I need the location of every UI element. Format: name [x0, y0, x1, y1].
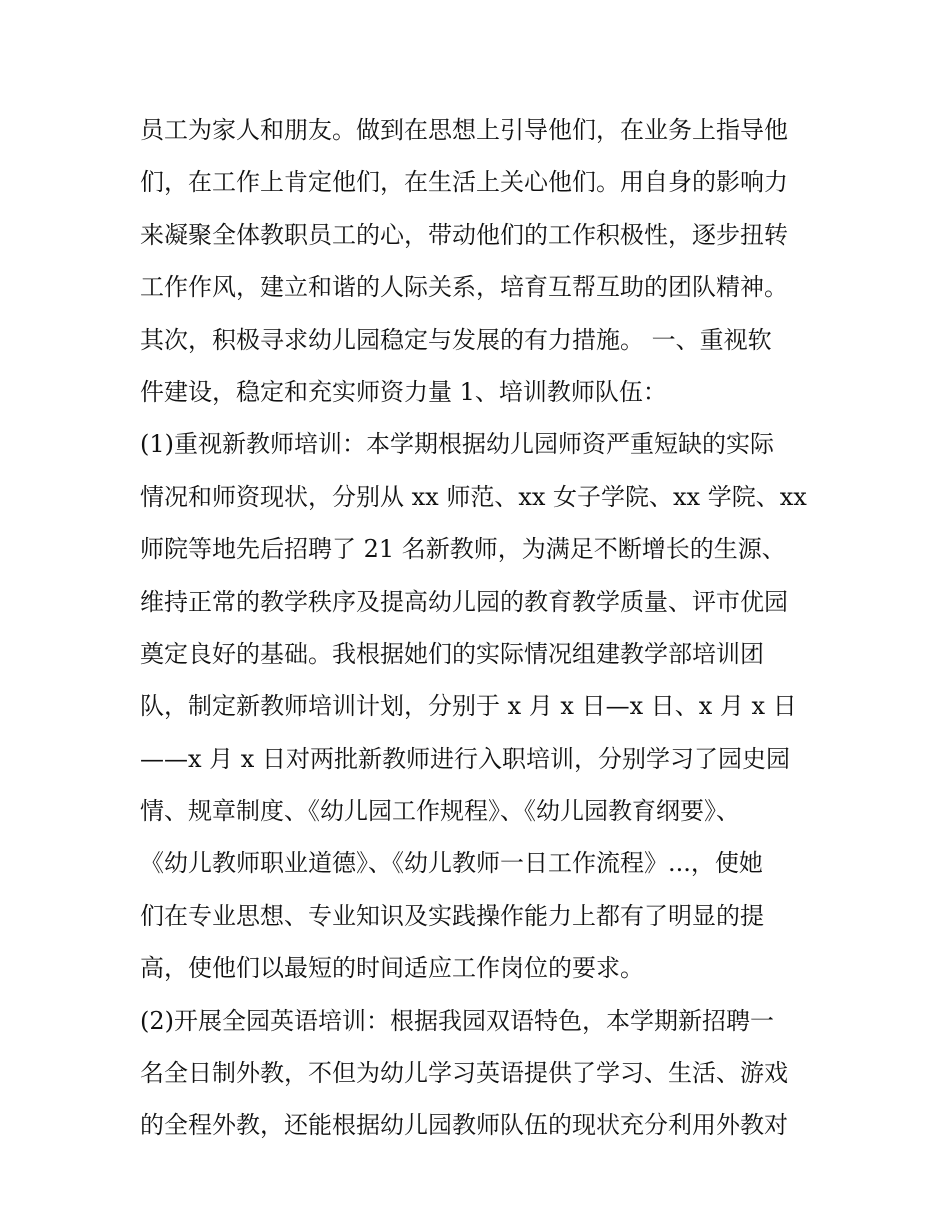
text-line: 工作作风，建立和谐的人际关系，培育互帮互助的团队精神。 — [140, 273, 788, 302]
text-line: (1)重视新教师培训：本学期根据幼儿园师资严重短缺的实际 — [140, 430, 774, 459]
text-line: 情况和师资现状，分别从 xx 师范、xx 女子学院、xx 学院、xx — [140, 482, 807, 511]
text-line: 维持正常的教学秩序及提高幼儿园的教育教学质量、评市优园 — [140, 587, 788, 616]
text-line: 员工为家人和朋友。做到在思想上引导他们，在业务上指导他 — [140, 116, 788, 144]
text-line: 的全程外教，还能根据幼儿园教师队伍的现状充分利用外教对 — [140, 1111, 788, 1140]
text-line: 们在专业思想、专业知识及实践操作能力上都有了明显的提 — [140, 901, 764, 930]
text-line: 情、规章制度、《幼儿园工作规程》、《幼儿园教育纲要》、 — [140, 797, 740, 826]
text-line: 们，在工作上肯定他们，在生活上关心他们。用自身的影响力 — [140, 168, 788, 197]
text-line: 《幼儿教师职业道德》、《幼儿教师一日工作流程》...，使她 — [140, 849, 763, 878]
document-body-text — [140, 104, 820, 1152]
text-line: 高，使他们以最短的时间适应工作岗位的要求。 — [140, 954, 644, 983]
text-line: 来凝聚全体教职员工的心，带动他们的工作积极性，逐步扭转 — [140, 220, 788, 249]
text-line: 名全日制外教，不但为幼儿学习英语提供了学习、生活、游戏 — [140, 1059, 788, 1088]
text-line: 其次，积极寻求幼儿园稳定与发展的有力措施。 一、重视软 — [140, 325, 772, 354]
text-line: 奠定良好的基础。我根据她们的实际情况组建教学部培训团 — [140, 639, 764, 668]
text-line: (2)开展全园英语培训：根据我园双语特色，本学期新招聘一 — [140, 1006, 774, 1035]
text-line: ——x 月 x 日对两批新教师进行入职培训，分别学习了园史园 — [140, 744, 790, 773]
text-line: 件建设，稳定和充实师资力量 1、培训教师队伍： — [140, 377, 667, 406]
text-line: 师院等地先后招聘了 21 名新教师，为满足不断增长的生源、 — [140, 535, 786, 564]
text-line: 队，制定新教师培训计划，分别于 x 月 x 日—x 日、x 月 x 日 — [140, 692, 797, 721]
